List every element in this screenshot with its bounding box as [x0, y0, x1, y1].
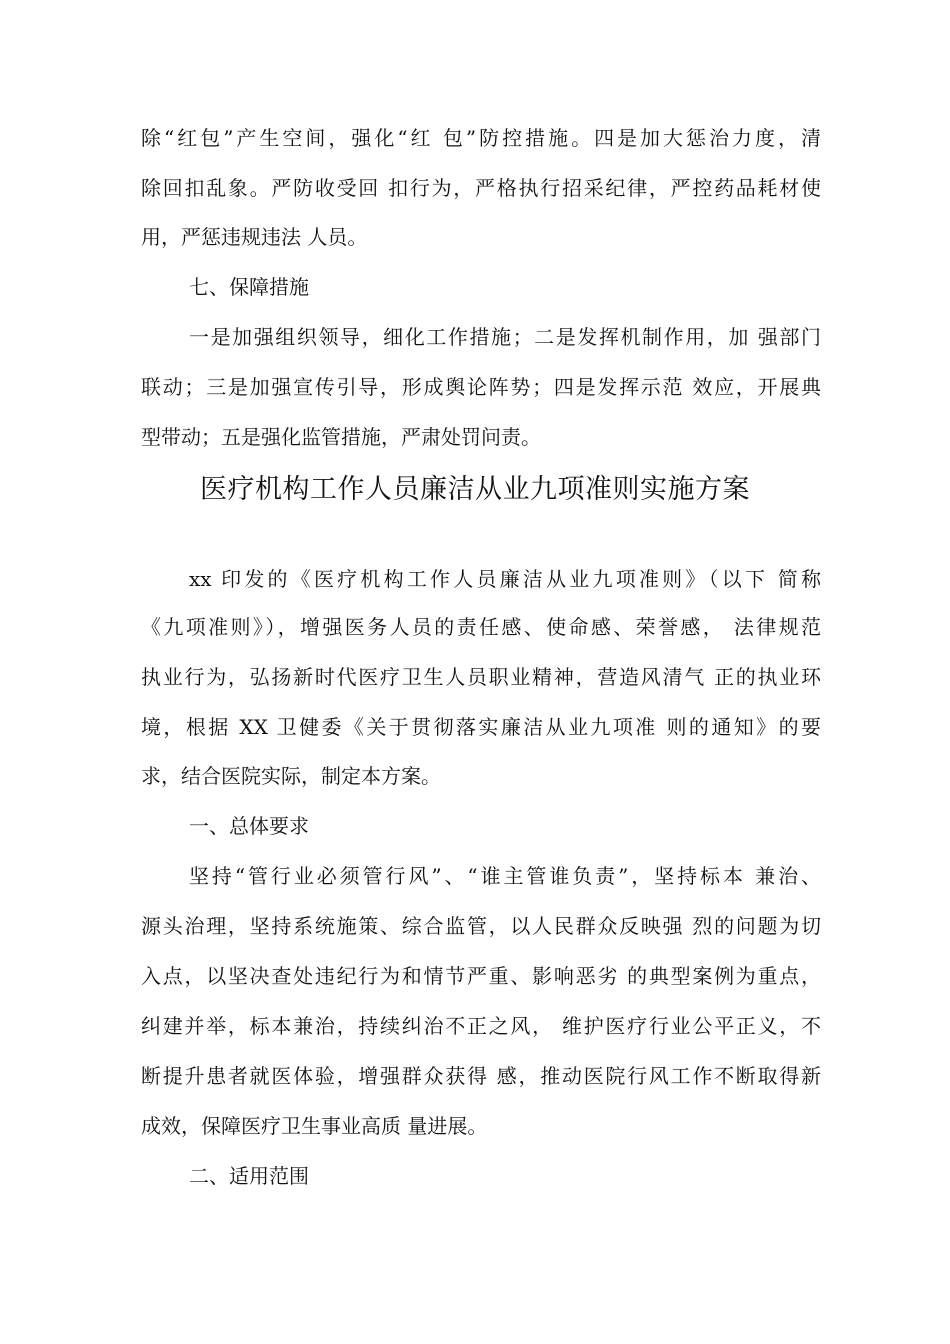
body-line: 除回扣乱象。严防收受回 扣行为，严格执行招采纪律，严控药品耗材使 — [141, 176, 821, 200]
section-heading: 一、总体要求 — [189, 814, 309, 838]
body-line: 用，严惩违规违法 人员。 — [141, 225, 368, 249]
body-line: 源头治理，坚持系统施策、综合监管，以人民群众反映强 烈的问题为切 — [141, 914, 821, 938]
body-line: 断提升患者就医体验，增强群众获得 感，推动医院行风工作不断取得新 — [141, 1064, 821, 1088]
body-line: 联动；三是加强宣传引导，形成舆论阵势；四是发挥示范 效应，开展典 — [141, 375, 821, 399]
body-line: 型带动；五是强化监管措施，严肃处罚问责。 — [141, 425, 541, 449]
body-line: 除“红包”产生空间，强化“红 包”防控措施。四是加大惩治力度，清 — [141, 126, 821, 150]
body-line: 纠建并举，标本兼治，持续纠治不正之风， 维护医疗行业公平正义，不 — [141, 1014, 821, 1038]
body-line: 一是加强组织领导，细化工作措施；二是发挥机制作用，加 强部门 — [189, 325, 821, 349]
body-line: 求，结合医院实际，制定本方案。 — [141, 764, 441, 788]
section-heading: 七、保障措施 — [189, 275, 309, 299]
body-line: 境，根据 XX 卫健委《关于贯彻落实廉洁从业九项准 则的通知》的要 — [141, 715, 821, 739]
body-line: 入点，以坚决查处违纪行为和情节严重、影响恶劣 的典型案例为重点， — [141, 964, 821, 988]
document-title: 医疗机构工作人员廉洁从业九项准则实施方案 — [200, 474, 750, 505]
body-line: 坚持“管行业必须管行风”、“谁主管谁负责”，坚持标本 兼治、 — [189, 864, 821, 888]
body-line: 成效，保障医疗卫生事业高质 量进展。 — [141, 1114, 488, 1138]
section-heading: 二、适用范围 — [189, 1164, 309, 1188]
body-line: 执业行为，弘扬新时代医疗卫生人员职业精神，营造风清气 正的执业环 — [141, 665, 821, 689]
body-line: 《九项准则》），增强医务人员的责任感、使命感、荣誉感， 法律规范 — [141, 615, 821, 639]
body-line: xx 印发的《医疗机构工作人员廉洁从业九项准则》（以下 简称 — [189, 567, 821, 591]
